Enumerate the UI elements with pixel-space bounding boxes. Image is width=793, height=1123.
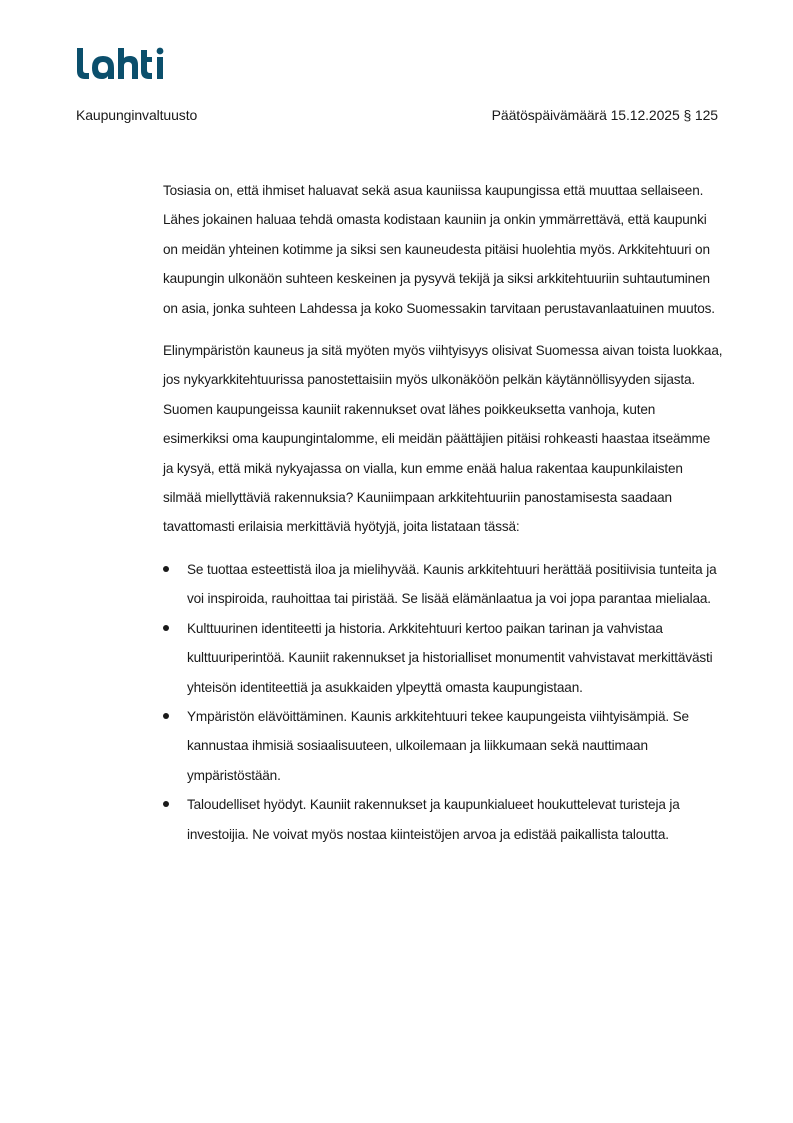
list-item: [163, 555, 723, 614]
document-body: [163, 176, 723, 849]
bullet-icon: [163, 625, 169, 631]
bullet-icon: [163, 566, 169, 572]
bullet-icon: [163, 801, 169, 807]
list-item-text: Kulttuurinen identiteetti ja historia. Arkkitehtuuri kertoo paikan tarinan ja vahvistaa kulttuuriperintöä. Kauniit rakennukset ja historialliset monumentit vahvistavat merkittävästi yhteisön identiteettiä ja asukkaiden ylpeyttä omasta kaupungistaan.: [187, 620, 713, 695]
list-item-text: Se tuottaa esteettistä iloa ja mielihyvää. Kaunis arkkitehtuuri herättää positiivisia tunteita ja voi inspiroida, rauhoittaa tai piristää. Se lisää elämänlaatua ja voi jopa parantaa mielialaa.: [187, 561, 717, 607]
list-item-text: Ympäristön elävöittäminen. Kaunis arkkitehtuuri tekee kaupungeista viihtyisämpiä. Se kannustaa ihmisiä sosiaalisuuteen, ulkoilemaan ja liikkumaan sekä nauttimaan ympäristöstään.: [187, 708, 689, 783]
decision-date-section: Päätöspäivämäärä 15.12.2025 § 125: [491, 107, 718, 123]
benefits-list: [163, 555, 723, 849]
lahti-logo: [75, 44, 167, 82]
organ-name: Kaupunginvaltuusto: [76, 107, 198, 123]
lahti-logo-mark: [75, 44, 167, 82]
list-item: [163, 790, 723, 849]
paragraph: Elinympäristön kauneus ja sitä myöten myös viihtyisyys olisivat Suomessa aivan toista luokkaa, jos nykyarkkitehtuurissa panostettaisiin myös ulkonäköön pelkän käytännöllisyyden sijasta. Suomen kaupungeissa kauniit rakennukset ovat lähes poikkeuksetta vanhoja, kuten esimerkiksi oma kaupungintalomme, eli meidän päättäjien pitäisi rohkeasti haastaa itseämme ja kysyä, että mikä nykyajassa on vialla, kun emme enää halua rakentaa kaupunkilaisten silmää miellyttäviä rakennuksia? Kauniimpaan arkkitehtuuriin panostamisesta saadaan tavattomasti erilaisia merkittäviä hyötyjä, joita listataan tässä:: [163, 343, 723, 535]
paragraph: Tosiasia on, että ihmiset haluavat sekä asua kauniissa kaupungissa että muuttaa sellaiseen. Lähes jokainen haluaa tehdä omasta kodistaan kauniin ja onkin ymmärrettävä, että kaupunki on meidän yhteinen kotimme ja siksi sen kauneudesta pitäisi huolehtia myös. Arkkitehtuuri on kaupungin ulkonäön suhteen keskeinen ja pysyvä tekijä ja siksi arkkitehtuuriin suhtautuminen on asia, jonka suhteen Lahdessa ja koko Suomessakin tarvitaan perustavanlaatuinen muutos.: [163, 183, 715, 316]
list-item: [163, 702, 723, 790]
bullet-icon: [163, 713, 169, 719]
list-item-text: Taloudelliset hyödyt. Kauniit rakennukset ja kaupunkialueet houkuttelevat turisteja ja investoijia. Ne voivat myös nostaa kiinteistöjen arvoa ja edistää paikallista taloutta.: [187, 797, 680, 842]
list-item: [163, 614, 723, 702]
